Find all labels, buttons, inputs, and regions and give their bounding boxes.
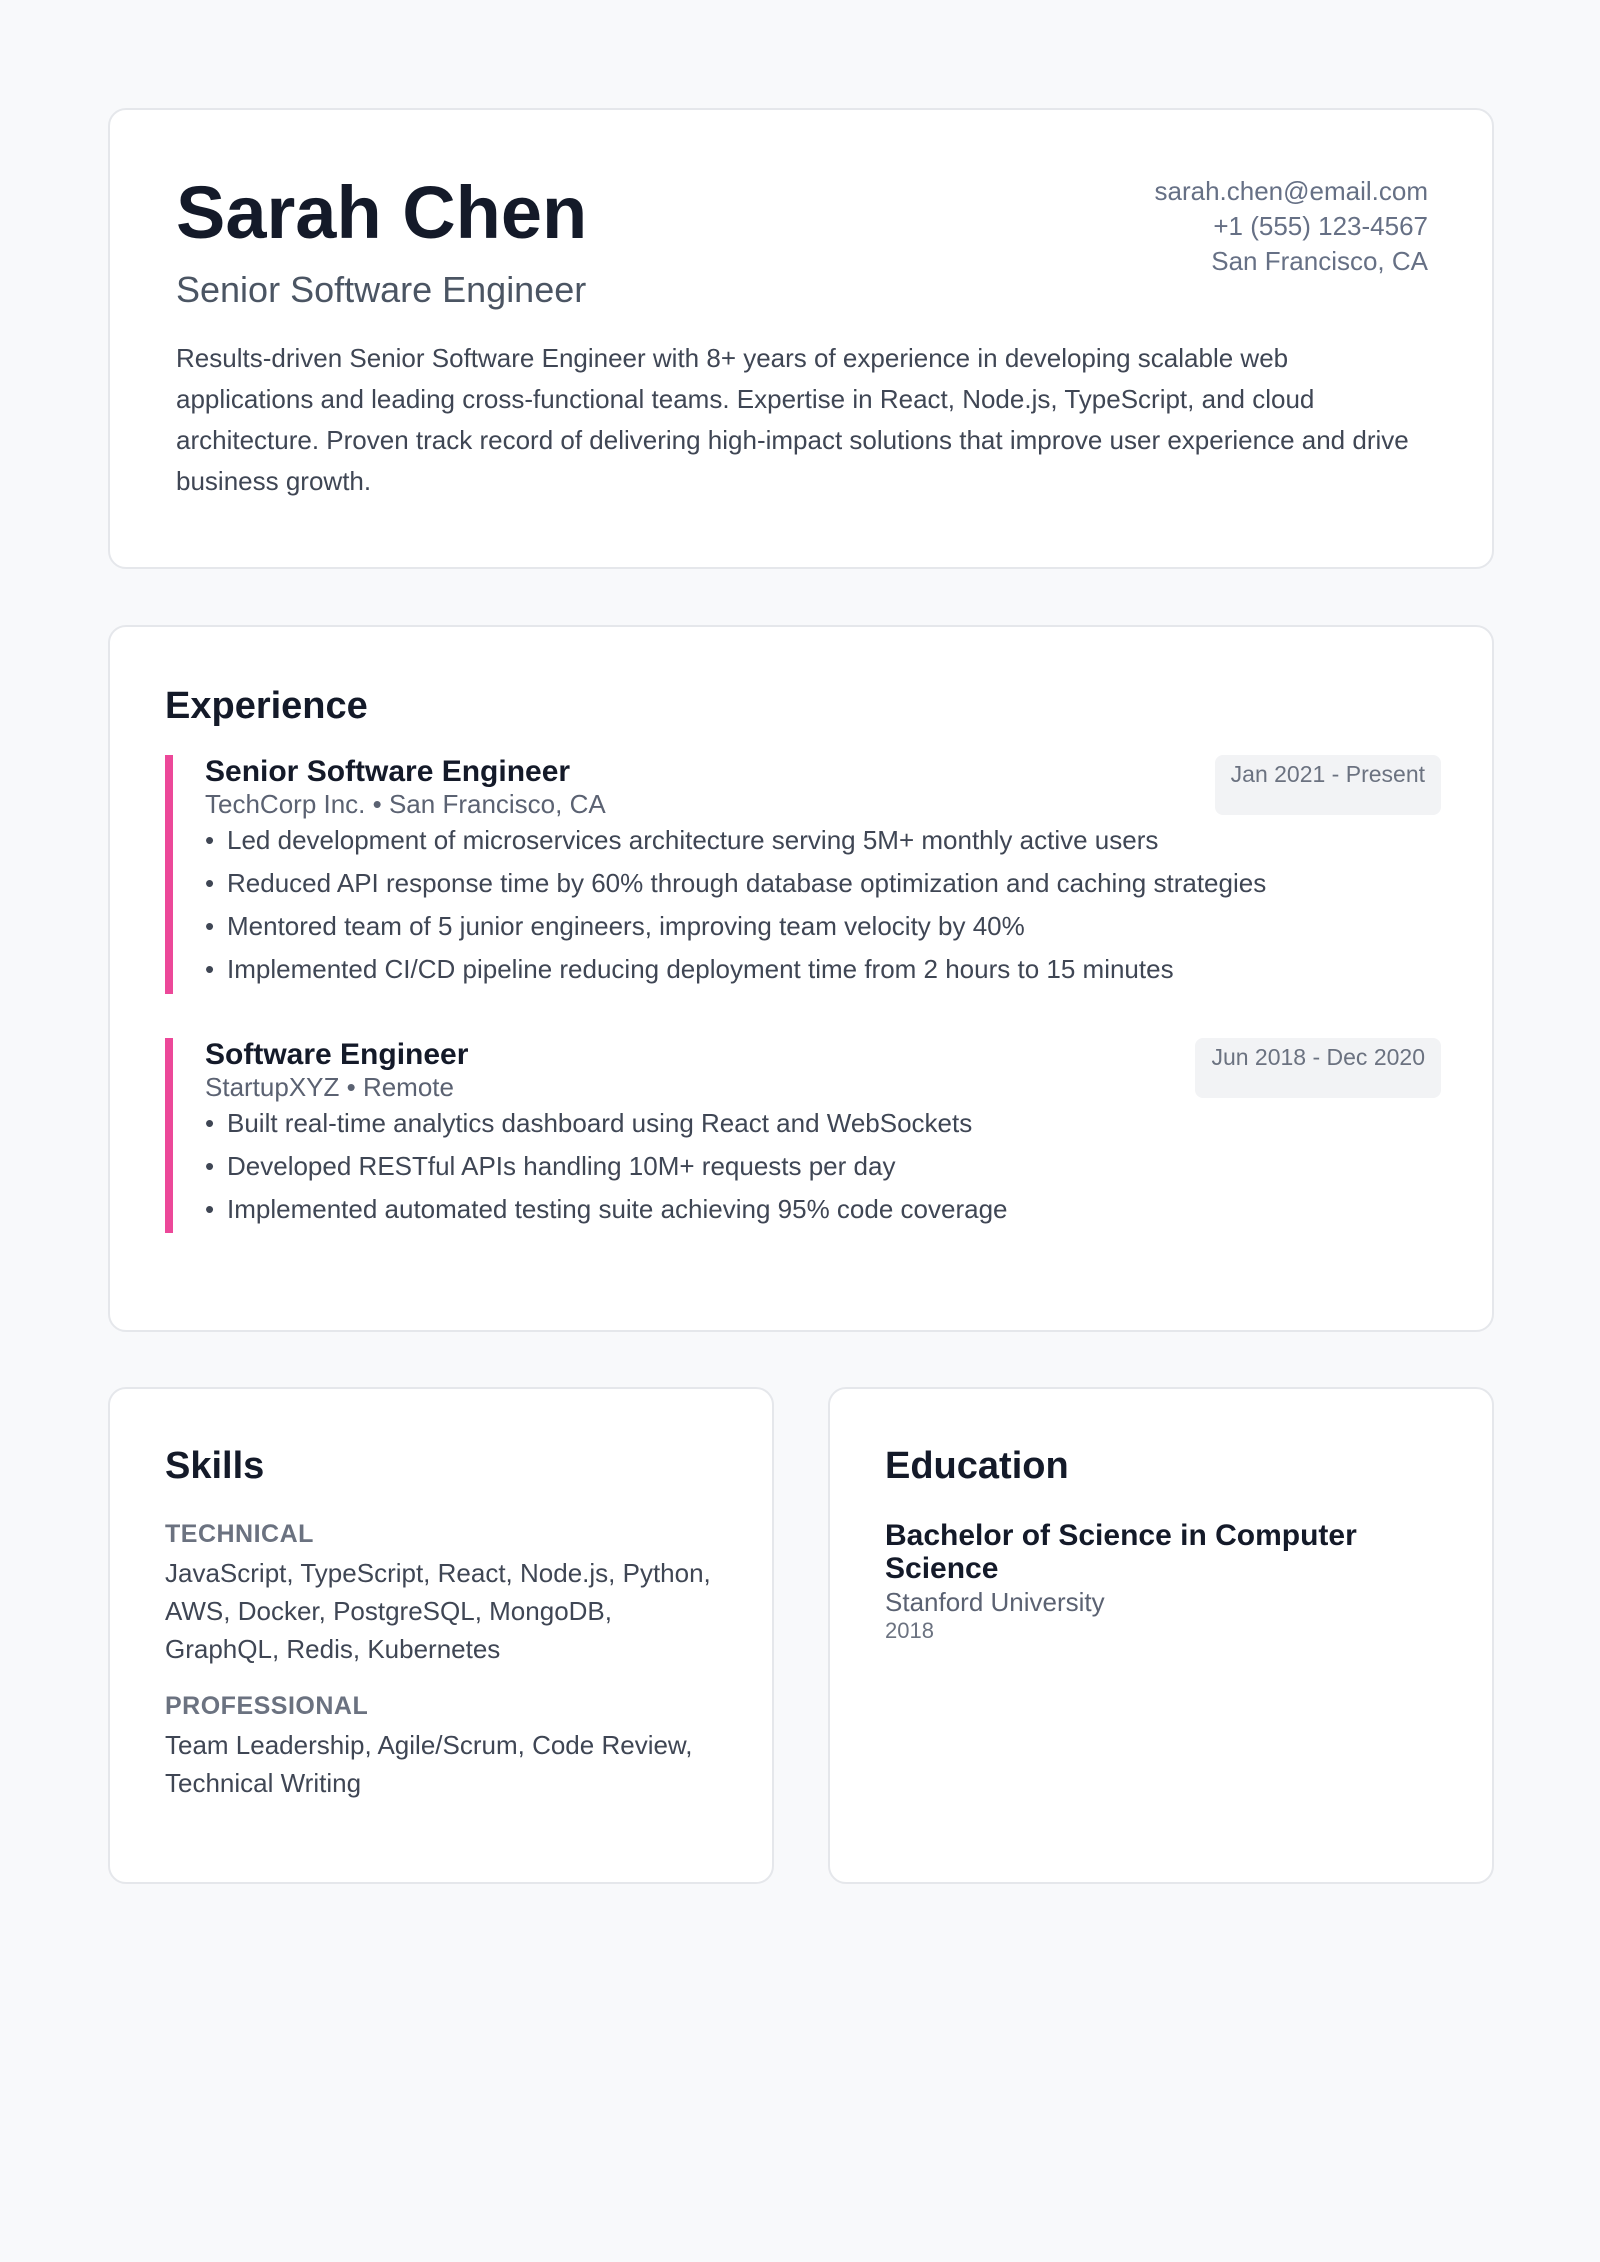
achievement-item: • Developed RESTful APIs handling 10M+ requests per day (205, 1145, 1441, 1188)
candidate-title: Senior Software Engineer (176, 269, 587, 310)
achievement-item: • Implemented automated testing suite achieving 95% code coverage (205, 1188, 1441, 1231)
contact-location: San Francisco, CA (1211, 246, 1428, 276)
job-achievements (205, 1102, 1441, 1231)
achievement-item: • Implemented CI/CD pipeline reducing deployment time from 2 hours to 15 minutes (205, 948, 1441, 991)
education-card (828, 1387, 1494, 1884)
experience-card (108, 625, 1494, 1332)
job-dates-badge: Jun 2018 - Dec 2020 (1195, 1038, 1441, 1098)
education-school: Stanford University (885, 1587, 1105, 1617)
skill-list: JavaScript, TypeScript, React, Node.js, Python, AWS, Docker, PostgreSQL, MongoDB, GraphQL, Redis, Kubernetes (165, 1558, 711, 1664)
skill-category-label: PROFESSIONAL (165, 1692, 369, 1720)
job-achievements (205, 819, 1441, 991)
job-entry (165, 755, 1441, 994)
skill-category-technical (165, 1519, 725, 1668)
skills-heading: Skills (165, 1445, 265, 1487)
header-card (108, 108, 1494, 569)
contact-email[interactable]: sarah.chen@email.com (1154, 176, 1428, 206)
education-year: 2018 (885, 1618, 934, 1643)
job-title: Senior Software Engineer (205, 755, 571, 788)
contact-info (1154, 174, 1428, 279)
education-heading: Education (885, 1445, 1069, 1487)
contact-phone[interactable]: +1 (555) 123-4567 (1213, 211, 1428, 241)
experience-heading: Experience (165, 685, 368, 727)
job-dates-badge: Jan 2021 - Present (1215, 755, 1441, 815)
candidate-name: Sarah Chen (176, 171, 588, 254)
achievement-item: • Built real-time analytics dashboard using React and WebSockets (205, 1102, 1441, 1145)
professional-summary: Results-driven Senior Software Engineer with 8+ years of experience in developing scalable web applications and leading cross-functional teams. Expertise in React, Node.js, TypeScript, and cloud architecture. Proven track record of delivering high-impact solutions that improve user experience and drive business growth. (176, 343, 1409, 496)
achievement-item: • Led development of microservices architecture serving 5M+ monthly active users (205, 819, 1441, 862)
job-company: StartupXYZ • Remote (205, 1072, 454, 1102)
achievement-item: • Reduced API response time by 60% through database optimization and caching strategies (205, 862, 1441, 905)
skills-card (108, 1387, 774, 1884)
education-degree: Bachelor of Science in Computer Science (885, 1519, 1357, 1585)
skill-list: Team Leadership, Agile/Scrum, Code Review, Technical Writing (165, 1730, 693, 1798)
achievement-item: • Mentored team of 5 junior engineers, improving team velocity by 40% (205, 905, 1441, 948)
job-entry (165, 1038, 1441, 1233)
skill-category-label: TECHNICAL (165, 1520, 314, 1548)
skill-category-professional (165, 1691, 725, 1802)
job-company: TechCorp Inc. • San Francisco, CA (205, 789, 606, 819)
education-entry (885, 1519, 1445, 1644)
job-title: Software Engineer (205, 1038, 469, 1071)
